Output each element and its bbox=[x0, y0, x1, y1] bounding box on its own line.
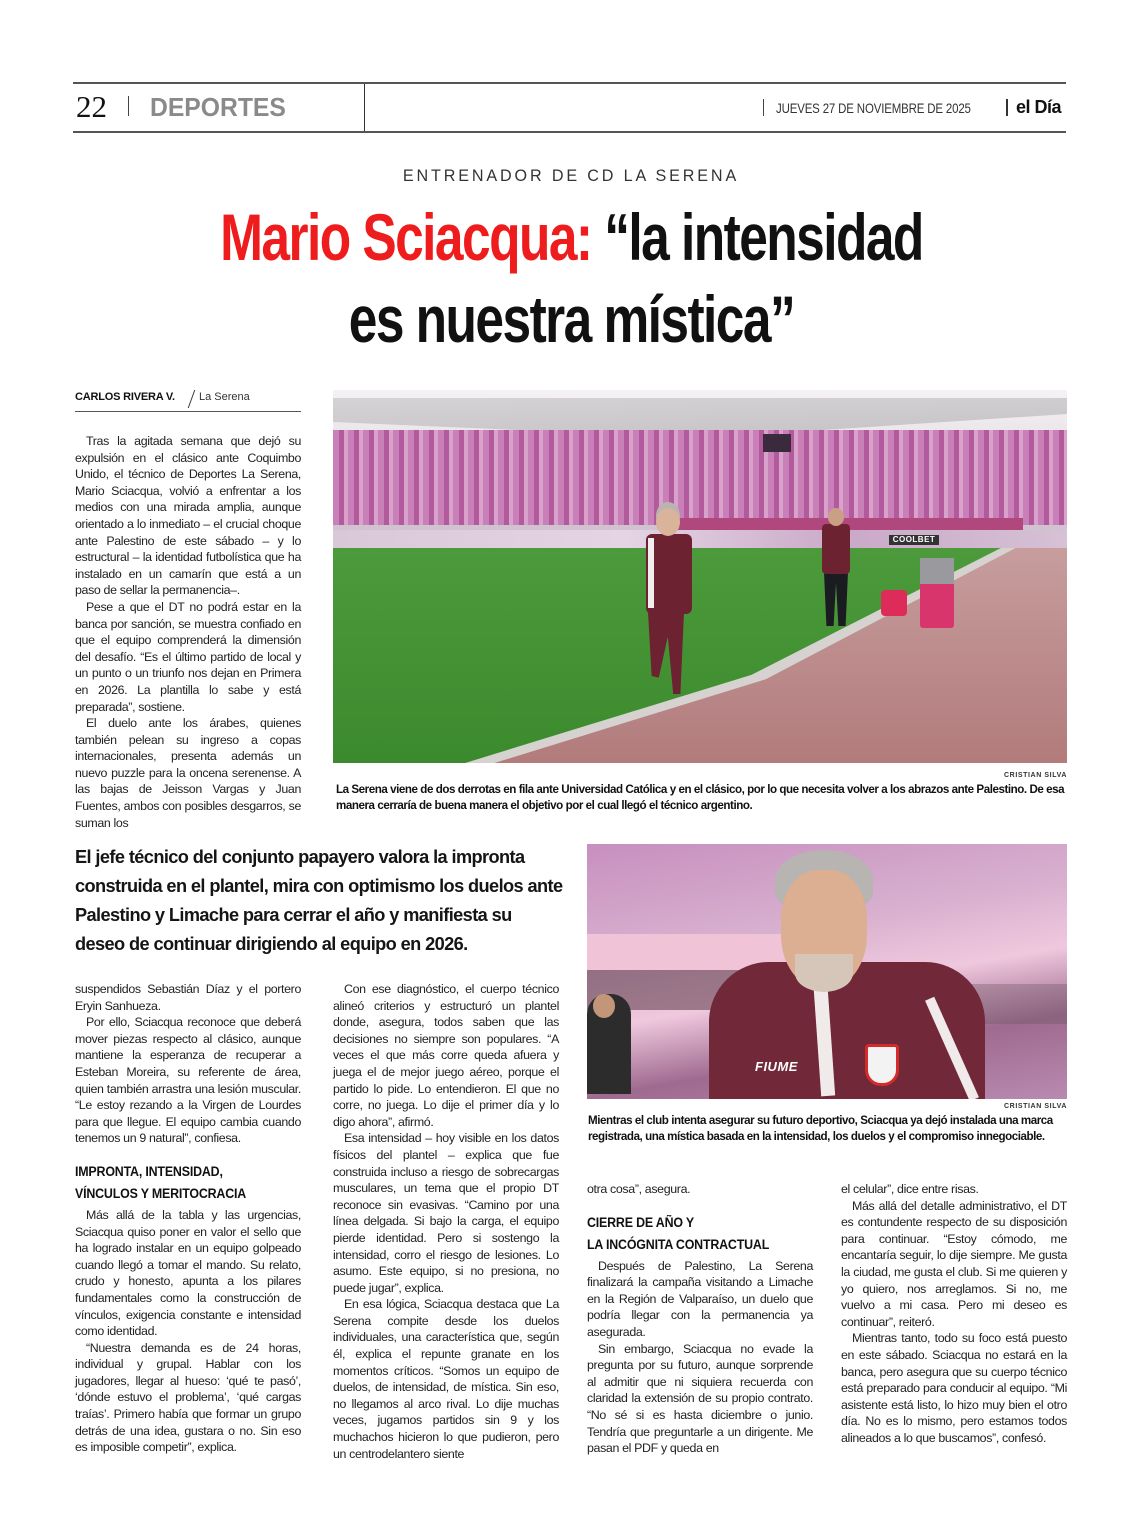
article-column-1-bottom bbox=[75, 981, 301, 1456]
page-number: 22 bbox=[76, 89, 107, 124]
article-headline bbox=[0, 196, 1142, 360]
photo-crowd-stands bbox=[333, 430, 1067, 525]
article-deck: El jefe técnico del conjunto papayero valora la impronta construida en el plantel, mira con optimismo los duelos ante Palestino y Limache para cerrar el año y manifiesta su deseo de continuar dirigiendo al equipo en 2026. bbox=[75, 847, 563, 954]
issue-date: JUEVES 27 DE NOVIEMBRE DE 2025 bbox=[776, 100, 971, 116]
article-column-2 bbox=[333, 981, 559, 1462]
byline-place: La Serena bbox=[199, 391, 250, 403]
headline-quote-line2: es nuestra mística” bbox=[348, 282, 794, 356]
photo-caption: Mientras el club intenta asegurar su futuro deportivo, Sciacqua ya dejó instalada una marca registrada, una mística basada en la intensidad, los duelos y el compromiso innegociable. bbox=[588, 1114, 1053, 1143]
header-separator bbox=[1006, 99, 1008, 116]
photo-scoreboard bbox=[763, 434, 791, 452]
byline-slash bbox=[188, 390, 196, 408]
subheading bbox=[587, 1212, 795, 1256]
byline-author: CARLOS RIVERA V. bbox=[75, 391, 175, 403]
photo-bag bbox=[881, 590, 907, 616]
photo-coach-portrait bbox=[707, 844, 987, 1099]
photo-assistant-figure bbox=[818, 508, 854, 628]
article-column-3 bbox=[587, 1181, 813, 1457]
photo-credit: CRISTIAN SILVA bbox=[1004, 772, 1067, 779]
paragraph: En esa lógica, Sciacqua destaca que La Serena compite desde los duelos individuales, una característica que, según él, explica el repunte granate en los momentos críticos. “Somos un equipo de duelos, de intensidad, de mística. Sin eso, no llegamos al arco rival. Lo dije muchas veces, jugamos partidos sin 9 y los muchachos hicieron lo que pudieron, pero un centrodelantero siente bbox=[333, 1297, 559, 1461]
paragraph: Más allá del detalle administrativo, el DT es contundente respecto de su disposición para continuar. “Estoy cómodo, me encantaría seguir, lo dije siempre. Me gusta la ciudad, me gusta el club. Si me quieren y yo quiero, nos arreglamos. Si no, me vuelvo a mi casa. Pero mi deseo es continuar”, reiteró. bbox=[841, 1198, 1067, 1329]
photo-caption: La Serena viene de dos derrotas en fila ante Universidad Católica y en el clásico, por lo que necesita volver a los abrazos ante Palestino. De esa manera cerraría de buena manera el objetivo por el cual llegó el técnico argentino. bbox=[336, 783, 1065, 812]
article-column-1-top bbox=[75, 433, 301, 831]
main-photo-stadium bbox=[333, 390, 1067, 763]
header-rule-bottom bbox=[73, 131, 1066, 133]
jacket-brand: FIUME bbox=[755, 1059, 798, 1074]
header-divider bbox=[364, 84, 365, 131]
section-title: DEPORTES bbox=[150, 92, 286, 122]
newspaper-logo: el Día bbox=[1016, 97, 1062, 117]
paragraph: Esa intensidad – hoy visible en los datos físicos del plantel – explica que fue construida incluso a riesgo de sobrecargas musculares, un tema que el propio DT reconoce sin evasivas. “Camino por una línea delgada. Si bajo la carga, el equipo pierde identidad. Pero si sostengo la intensidad, corro el riesgo de lesiones. Lo asumo. Este equipo, si no presiona, no puede jugar”, explica. bbox=[333, 1131, 559, 1295]
paragraph: Después de Palestino, La Serena finalizará la campaña visitando a Limache en la Región de Valparaíso, un duelo que podría llegar con la permanencia ya asegurada. bbox=[587, 1258, 813, 1339]
paragraph: “Nuestra demanda es de 24 horas, individual y grupal. Hablar con los jugadores, llegar al hueso: ‘qué te pasó’, ‘dónde estuvo el problema’, ‘qué cargas traías’. Primero había que formar un grupo detrás de una idea, gustara o no. Sin eso es imposible competir”, explica. bbox=[75, 1340, 301, 1455]
article-kicker: ENTRENADOR DE CD LA SERENA bbox=[402, 166, 740, 185]
paragraph: Mientras tanto, todo su foco está puesto en este sábado. Sciacqua no estará en la banca, pero asegura que su cuerpo técnico está preparado para conducir al equipo. “Mi asistente está listo, lo hizo muy bien el otro día. No es lo mismo, pero estamos todos alineados a lo que buscamos”, confesó. bbox=[841, 1331, 1067, 1445]
paragraph: Por ello, Sciacqua reconoce que deberá mover piezas respecto al clásico, aunque mantiene la esperanza de recuperar a Esteban Moreira, su referente de área, quien también arrastra una lesión muscular. “Le estoy rezando a la Virgen de Lourdes para que llegue. El equipo cambia cuando tenemos un 9 natural”, confiesa. bbox=[75, 1015, 301, 1146]
photo-bystander-head bbox=[593, 994, 615, 1018]
header-rule-top bbox=[73, 82, 1066, 84]
paragraph: otra cosa”, asegura. bbox=[587, 1182, 691, 1196]
byline bbox=[75, 390, 301, 412]
article-column-4 bbox=[841, 1181, 1067, 1447]
photo-sponsor-sign: COOLBET bbox=[889, 535, 939, 545]
photo-coach-figure bbox=[638, 508, 698, 698]
club-crest-icon bbox=[865, 1044, 899, 1086]
photo-cooler-lid bbox=[920, 558, 954, 584]
paragraph: Con ese diagnóstico, el cuerpo técnico alineó criterios y estructuró un plantel donde, asegura, todos saben que las decisiones no siempre son populares. “A veces el que más corre queda afuera y juega el de mejor juego aéreo, porque el partido lo pide. Lo entendieron. El que no corre, no juega. Lo dije el primer día y lo digo ahora”, afirmó. bbox=[333, 982, 559, 1129]
header-separator bbox=[128, 96, 129, 116]
header-separator bbox=[763, 99, 764, 116]
paragraph: Pese a que el DT no podrá estar en la banca por sanción, se muestra confiado en que el equipo comprenderá la dimensión del desafío. “Es el último partido de local y un punto o un triunfo nos dejan en Primera en 2026. La plantilla lo sabe y está preparada”, sostiene. bbox=[75, 599, 301, 714]
photo-credit: CRISTIAN SILVA bbox=[1004, 1103, 1067, 1110]
paragraph: Tras la agitada semana que dejó su expulsión en el clásico ante Coquimbo Unido, el técnico de Deportes La Serena, Mario Sciacqua, volvió a enfrentar a los medios con una mirada amplia, aunque orientado a lo inmediato – el crucial choque ante Palestino de este sábado – y lo estructural – la identidad futbolística que ha instalado en un camarín que está a un paso de sellar la permanencia–. bbox=[75, 434, 301, 598]
paragraph: Sin embargo, Sciacqua no evade la pregunta por su futuro, aunque sorprende al admitir que ni siquiera recuerda con claridad la extensión de su propio contrato. “No sé si es hasta diciembre o junio. Tendría que preguntarle a un dirigente. Me pasan el PDF y queda en bbox=[587, 1341, 813, 1456]
subheading-line: LA INCÓGNITA CONTRACTUAL bbox=[587, 1236, 770, 1252]
paragraph: el celular”, dice entre risas. bbox=[841, 1182, 979, 1196]
portrait-photo-coach bbox=[587, 844, 1067, 1099]
paragraph: El duelo ante los árabes, quienes también pelean su ingreso a copas internacionales, presenta además un nuevo puzzle para la oncena serenense. A las bajas de Jeisson Vargas y Juan Fuentes, ambos con posibles desgarros, se suman los bbox=[75, 716, 301, 830]
paragraph: suspendidos Sebastián Díaz y el portero Eryin Sanhueza. bbox=[75, 982, 301, 1013]
headline-quote-line1: “la intensidad bbox=[591, 200, 923, 274]
subheading-line: IMPRONTA, INTENSIDAD, bbox=[75, 1163, 223, 1179]
headline-name: Mario Sciacqua: bbox=[219, 200, 592, 274]
subheading-line: VÍNCULOS Y MERITOCRACIA bbox=[75, 1185, 247, 1201]
subheading bbox=[75, 1161, 283, 1205]
paragraph: Más allá de la tabla y las urgencias, Sciacqua quiso poner en valor el sello que ha logrado instalar en un equipo golpeado cuando llegó a tomar el mando. Su relato, crudo y honesto, apunta a los pilares fundamentales como la construcción de vínculos, exigencia constante e intensidad como identidad. bbox=[75, 1207, 301, 1339]
subheading-line: CIERRE DE AÑO Y bbox=[587, 1214, 694, 1230]
